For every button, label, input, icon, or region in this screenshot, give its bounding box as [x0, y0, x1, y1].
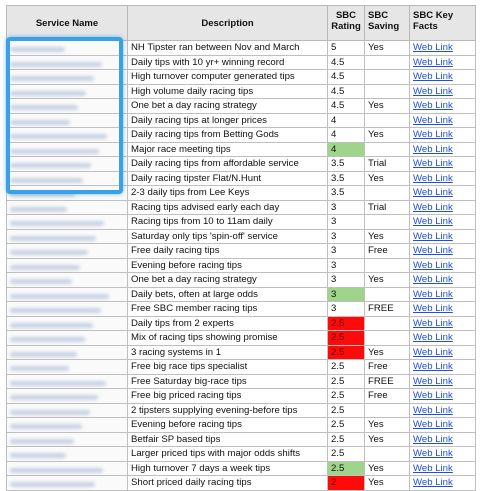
obscured-name-placeholder [10, 337, 85, 342]
rating-cell: 2 [328, 476, 365, 491]
rating-cell: 3.5 [328, 157, 365, 172]
table-row [7, 418, 476, 433]
saving-cell: FREE [365, 374, 410, 389]
web-link[interactable]: Web Link [410, 374, 476, 389]
table-row [7, 215, 476, 230]
table-row [7, 200, 476, 215]
rating-cell: 4.5 [328, 70, 365, 85]
description-cell: Saturday only tips 'spin-off' service [128, 229, 328, 244]
web-link[interactable]: Web Link [410, 229, 476, 244]
saving-cell: Free [365, 244, 410, 259]
rating-cell: 2.5 [328, 345, 365, 360]
table-row [7, 360, 476, 375]
header-service-name: Service Name [7, 6, 128, 41]
header-description: Description [128, 6, 328, 41]
rating-cell: 2.5 [328, 389, 365, 404]
saving-cell [365, 215, 410, 230]
obscured-name-placeholder [10, 366, 69, 371]
web-link[interactable]: Web Link [410, 55, 476, 70]
service-name-cell-obscured [7, 345, 128, 360]
web-link[interactable]: Web Link [410, 389, 476, 404]
description-cell: Daily racing tips from affordable service [128, 157, 328, 172]
table-row [7, 316, 476, 331]
rating-cell: 4 [328, 128, 365, 143]
table-row [7, 374, 476, 389]
saving-cell [365, 287, 410, 302]
saving-cell: Yes [365, 273, 410, 288]
rating-cell: 4.5 [328, 99, 365, 114]
rating-cell: 3 [328, 258, 365, 273]
description-cell: Daily bets, often at large odds [128, 287, 328, 302]
rating-cell: 2.5 [328, 403, 365, 418]
service-name-cell-obscured [7, 258, 128, 273]
obscured-name-placeholder [10, 439, 74, 444]
web-link[interactable]: Web Link [410, 41, 476, 56]
rating-cell: 5 [328, 41, 365, 56]
obscured-name-placeholder [10, 207, 67, 212]
web-link[interactable]: Web Link [410, 432, 476, 447]
obscured-name-placeholder [10, 395, 98, 400]
service-name-cell-obscured [7, 287, 128, 302]
description-cell: High turnover 7 days a week tips [128, 461, 328, 476]
rating-cell: 4 [328, 113, 365, 128]
saving-cell: Yes [365, 461, 410, 476]
saving-cell: Yes [365, 229, 410, 244]
header-sbc-saving: SBC Saving [365, 6, 410, 41]
saving-cell: Trial [365, 200, 410, 215]
rating-cell: 3 [328, 215, 365, 230]
web-link[interactable]: Web Link [410, 418, 476, 433]
web-link[interactable]: Web Link [410, 476, 476, 491]
table-row [7, 345, 476, 360]
saving-cell [365, 447, 410, 462]
description-cell: Racing tips from 10 to 11am daily [128, 215, 328, 230]
description-cell: Evening before racing tips [128, 418, 328, 433]
description-cell: Free daily racing tips [128, 244, 328, 259]
obscured-name-placeholder [10, 352, 77, 357]
service-name-cell-obscured [7, 215, 128, 230]
saving-cell [365, 186, 410, 201]
description-cell: 2 tipsters supplying evening-before tips [128, 403, 328, 418]
description-cell: Daily racing tipster Flat/N.Hunt [128, 171, 328, 186]
saving-cell: Yes [365, 418, 410, 433]
web-link[interactable]: Web Link [410, 316, 476, 331]
table-row [7, 432, 476, 447]
web-link[interactable]: Web Link [410, 113, 476, 128]
description-cell: Free big priced racing tips [128, 389, 328, 404]
rating-cell: 2.5 [328, 418, 365, 433]
header-sbc-rating: SBC Rating [328, 6, 365, 41]
web-link[interactable]: Web Link [410, 258, 476, 273]
service-name-cell-obscured [7, 389, 128, 404]
rating-cell: 2.5 [328, 461, 365, 476]
web-link[interactable]: Web Link [410, 171, 476, 186]
rating-cell: 2.5 [328, 331, 365, 346]
saving-cell: Free [365, 389, 410, 404]
service-name-cell-obscured [7, 418, 128, 433]
rating-cell: 4.5 [328, 84, 365, 99]
saving-cell: Trial [365, 157, 410, 172]
saving-cell [365, 84, 410, 99]
saving-cell [365, 316, 410, 331]
obscured-name-placeholder [10, 308, 101, 313]
rating-cell: 3.5 [328, 171, 365, 186]
saving-cell [365, 55, 410, 70]
saving-cell [365, 70, 410, 85]
table-row [7, 302, 476, 317]
rating-cell: 3 [328, 244, 365, 259]
saving-cell: Yes [365, 345, 410, 360]
saving-cell: Yes [365, 171, 410, 186]
selection-highlight-box [6, 37, 123, 194]
rating-cell: 2.5 [328, 360, 365, 375]
table-row [7, 403, 476, 418]
table-row [7, 258, 476, 273]
table-row [7, 389, 476, 404]
saving-cell [365, 258, 410, 273]
description-cell: Short priced daily racing tips [128, 476, 328, 491]
web-link[interactable]: Web Link [410, 302, 476, 317]
saving-cell: Yes [365, 432, 410, 447]
service-name-cell-obscured [7, 374, 128, 389]
description-cell: One bet a day racing strategy [128, 273, 328, 288]
rating-cell: 2.5 [328, 447, 365, 462]
web-link[interactable]: Web Link [410, 99, 476, 114]
service-name-cell-obscured [7, 447, 128, 462]
web-link[interactable]: Web Link [410, 157, 476, 172]
saving-cell: Free [365, 360, 410, 375]
service-name-cell-obscured [7, 432, 128, 447]
header-sbc-key-facts: SBC Key Facts [410, 6, 476, 41]
rating-cell: 2.5 [328, 432, 365, 447]
obscured-name-placeholder [10, 468, 103, 473]
web-link[interactable]: Web Link [410, 447, 476, 462]
saving-cell [365, 403, 410, 418]
rating-cell: 2.5 [328, 316, 365, 331]
web-link[interactable]: Web Link [410, 84, 476, 99]
description-cell: 3 racing systems in 1 [128, 345, 328, 360]
description-cell: Free Saturday big-race tips [128, 374, 328, 389]
table-row [7, 229, 476, 244]
rating-cell: 3 [328, 229, 365, 244]
obscured-name-placeholder [10, 482, 95, 487]
service-name-cell-obscured [7, 331, 128, 346]
saving-cell [365, 331, 410, 346]
description-cell: 2-3 daily tips from Lee Keys [128, 186, 328, 201]
rating-cell: 3 [328, 302, 365, 317]
rating-cell: 3 [328, 200, 365, 215]
description-cell: Daily racing tips at longer prices [128, 113, 328, 128]
description-cell: Evening before racing tips [128, 258, 328, 273]
description-cell: Free SBC member racing tips [128, 302, 328, 317]
rating-cell: 3.5 [328, 186, 365, 201]
web-link[interactable]: Web Link [410, 360, 476, 375]
obscured-name-placeholder [10, 294, 109, 299]
saving-cell [365, 113, 410, 128]
table-row [7, 244, 476, 259]
obscured-name-placeholder [10, 236, 96, 241]
web-link[interactable]: Web Link [410, 345, 476, 360]
description-cell: Daily racing tips from Betting Gods [128, 128, 328, 143]
web-link[interactable]: Web Link [410, 461, 476, 476]
description-cell: Daily tips from 2 experts [128, 316, 328, 331]
description-cell: Daily tips with 10 yr+ winning record [128, 55, 328, 70]
service-name-cell-obscured [7, 273, 128, 288]
description-cell: Mix of racing tips showing promise [128, 331, 328, 346]
saving-cell: FREE [365, 302, 410, 317]
description-cell: High turnover computer generated tips [128, 70, 328, 85]
web-link[interactable]: Web Link [410, 244, 476, 259]
web-link[interactable]: Web Link [410, 200, 476, 215]
description-cell: Larger priced tips with major odds shifts [128, 447, 328, 462]
web-link[interactable]: Web Link [410, 70, 476, 85]
service-name-cell-obscured [7, 229, 128, 244]
service-name-cell-obscured [7, 244, 128, 259]
description-cell: Betfair SP based tips [128, 432, 328, 447]
web-link[interactable]: Web Link [410, 273, 476, 288]
saving-cell: Yes [365, 476, 410, 491]
web-link[interactable]: Web Link [410, 287, 476, 302]
obscured-name-placeholder [10, 279, 72, 284]
web-link[interactable]: Web Link [410, 403, 476, 418]
header-row [7, 6, 476, 41]
table-row [7, 461, 476, 476]
saving-cell [365, 142, 410, 157]
web-link[interactable]: Web Link [410, 142, 476, 157]
saving-cell: Yes [365, 41, 410, 56]
description-cell: Major race meeting tips [128, 142, 328, 157]
rating-cell: 4.5 [328, 55, 365, 70]
obscured-name-placeholder [10, 221, 104, 226]
saving-cell: Yes [365, 99, 410, 114]
description-cell: One bet a day racing strategy [128, 99, 328, 114]
obscured-name-placeholder [10, 381, 106, 386]
table-row [7, 287, 476, 302]
obscured-name-placeholder [10, 250, 88, 255]
description-cell: High volume daily racing tips [128, 84, 328, 99]
rating-cell: 3 [328, 273, 365, 288]
obscured-name-placeholder [10, 424, 82, 429]
obscured-name-placeholder [10, 453, 66, 458]
web-link[interactable]: Web Link [410, 186, 476, 201]
web-link[interactable]: Web Link [410, 331, 476, 346]
service-name-cell-obscured [7, 316, 128, 331]
saving-cell: Yes [365, 128, 410, 143]
table-row [7, 331, 476, 346]
rating-cell: 3 [328, 287, 365, 302]
service-name-cell-obscured [7, 360, 128, 375]
web-link[interactable]: Web Link [410, 215, 476, 230]
description-cell: Free big race tips specialist [128, 360, 328, 375]
service-name-cell-obscured [7, 403, 128, 418]
service-name-cell-obscured [7, 200, 128, 215]
description-cell: NH Tipster ran between Nov and March [128, 41, 328, 56]
service-name-cell-obscured [7, 461, 128, 476]
rating-cell: 2.5 [328, 374, 365, 389]
table-row [7, 447, 476, 462]
table-row [7, 273, 476, 288]
service-name-cell-obscured [7, 302, 128, 317]
web-link[interactable]: Web Link [410, 128, 476, 143]
obscured-name-placeholder [10, 323, 93, 328]
obscured-name-placeholder [10, 410, 90, 415]
obscured-name-placeholder [10, 265, 80, 270]
rating-cell: 4 [328, 142, 365, 157]
description-cell: Racing tips advised early each day [128, 200, 328, 215]
